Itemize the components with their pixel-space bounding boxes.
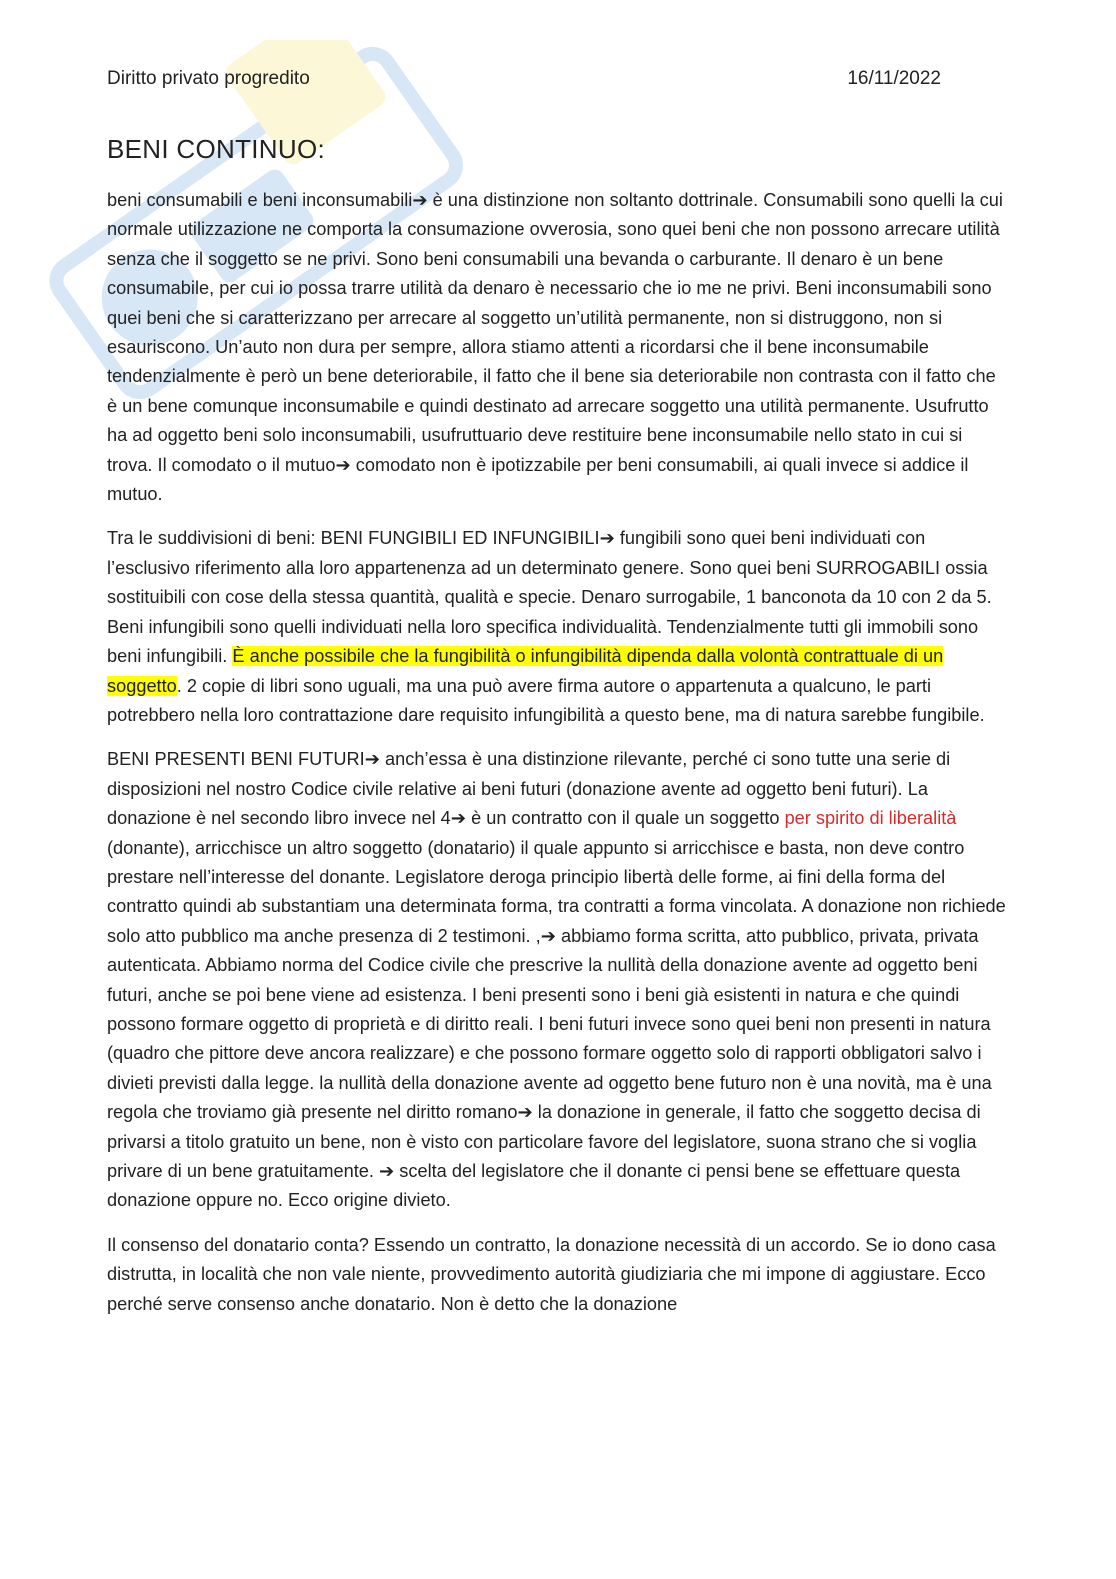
arrow-icon: ➔ bbox=[412, 190, 428, 210]
header-date: 16/11/2022 bbox=[847, 68, 941, 89]
paragraph-fungibili: Tra le suddivisioni di beni: BENI FUNGIBILI ED INFUNGIBILI➔ fungibili sono quei beni individuati con l’esclusivo riferimento alla loro appartenenza ad un determinato genere. Sono quei beni SURROGABILI ossia sostituibili con cose della stessa quantità, qualità e specie. Denaro surrogabile, 1 banconota da 10 con 2 da 5. Beni infungibili sono quelli individuati nella loro specifica individualità. Tendenzialmente tutti gli immobili sono beni infungibili. È anche possibile che la fungibilità o infungibilità dipenda dalla volontà contrattuale di un soggetto. 2 copie di libri sono uguali, ma una può avere firma autore o appartenuta a qualcuno, le parti potrebbero nella loro contrattazione dare requisito infungibilità a questo bene, ma di natura sarebbe fungibile. bbox=[107, 528, 992, 725]
arrow-icon: ➔ bbox=[517, 1102, 533, 1123]
arrow-icon: ➔ bbox=[364, 749, 380, 770]
arrow-icon: ➔ bbox=[599, 528, 615, 549]
red-text: per spirito di liberalità bbox=[784, 808, 957, 829]
highlighted-text: È anche possibile che la fungibilità o infungibilità dipenda dalla volontà contrattuale di un soggetto bbox=[107, 646, 944, 696]
page-header bbox=[107, 68, 941, 90]
document-body bbox=[107, 186, 1007, 1334]
paragraph-consumabili: beni consumabili e beni inconsumabili➔ è una distinzione non soltanto dottrinale. Consumabili sono quelli la cui normale utilizzazione ne comporta la consumazione ovverosia, sono quei beni che non possono arrecare utilità senza che il soggetto se ne privi. Sono beni consumabili una bevanda o carburante. Il denaro è un bene consumabile, per cui io possa trarre utilità da denaro è necessario che io me ne privi. Beni inconsumabili sono quei beni che si caratterizzano per arrecare al soggetto un’utilità permanente, non si distruggono, non si esauriscono. Un’auto non dura per sempre, allora stiamo attenti a ricordarsi che il bene inconsumabile tendenzialmente è però un bene deteriorabile, il fatto che il bene sia deteriorabile non contrasta con il fatto che è un bene comunque inconsumabile e quindi destinato ad arrecare soggetto una utilità permanente. Usufrutto ha ad oggetto beni solo inconsumabili, usufruttuario deve restituire bene inconsumabile nello stato in cui si trova. Il comodato o il mutuo➔ comodato non è ipotizzabile per beni consumabili, ai quali invece si addice il mutuo. bbox=[107, 190, 1003, 505]
page-title: BENI CONTINUO: bbox=[107, 134, 325, 164]
paragraph-consenso: Il consenso del donatario conta? Essendo un contratto, la donazione necessità di un accordo. Se io dono casa distrutta, in località che non vale niente, provvedimento autorità giudiziaria che mi impone di aggiustare. Ecco perché serve consenso anche donatario. Non è detto che la donazione bbox=[107, 1234, 996, 1314]
course-title: Diritto privato progredito bbox=[107, 68, 310, 89]
arrow-icon: ➔ bbox=[378, 1161, 395, 1181]
arrow-icon: ➔ bbox=[335, 454, 351, 475]
paragraph-beni-presenti-futuri: BENI PRESENTI BENI FUTURI➔ anch’essa è una distinzione rilevante, perché ci sono tutte una serie di disposizioni nel nostro Codice civile relative ai beni futuri (donazione avente ad oggetto beni futuri). La donazione è nel secondo libro invece nel 4➔ è un contratto con il quale un soggetto per spirito di liberalità (donante), arricchisce un altro soggetto (donatario) il quale appunto si arricchisce e basta, non deve contro prestare nell’interesse del donante. Legislatore deroga principio libertà delle forme, ai fini della forma del contratto quindi ab substantiam una determinata forma, tra contratti a forma vincolata. A donazione non richiede solo atto pubblico ma anche presenza di 2 testimoni. ,➔ abbiamo forma scritta, atto pubblico, privata, privata autenticata. Abbiamo norma del Codice civile che prescrive la nullità della donazione avente ad oggetto beni futuri, anche se poi bene viene ad esistenza. I beni presenti sono i beni già esistenti in natura e che quindi possono formare oggetto di proprietà e di diritto reali. I beni futuri invece sono quei beni non presenti in natura (quadro che pittore deve ancora realizzare) e che possono formare oggetto solo di rapporti obbligatori salvo i divieti previsti dalla legge. la nullità della donazione avente ad oggetto bene futuro non è una novità, ma è una regola che troviamo già presente nel diritto romano➔ la donazione in generale, il fatto che soggetto decisa di privarsi a titolo gratuito un bene, non è visto con particolare favore del legislatore, suona strano che si voglia privare di un bene gratuitamente. ➔ scelta del legislatore che il donante ci pensi bene se effettuare questa donazione oppure no. Ecco origine divieto. bbox=[107, 749, 1006, 1211]
arrow-icon: ➔ bbox=[450, 808, 467, 829]
arrow-icon: ➔ bbox=[540, 925, 556, 946]
